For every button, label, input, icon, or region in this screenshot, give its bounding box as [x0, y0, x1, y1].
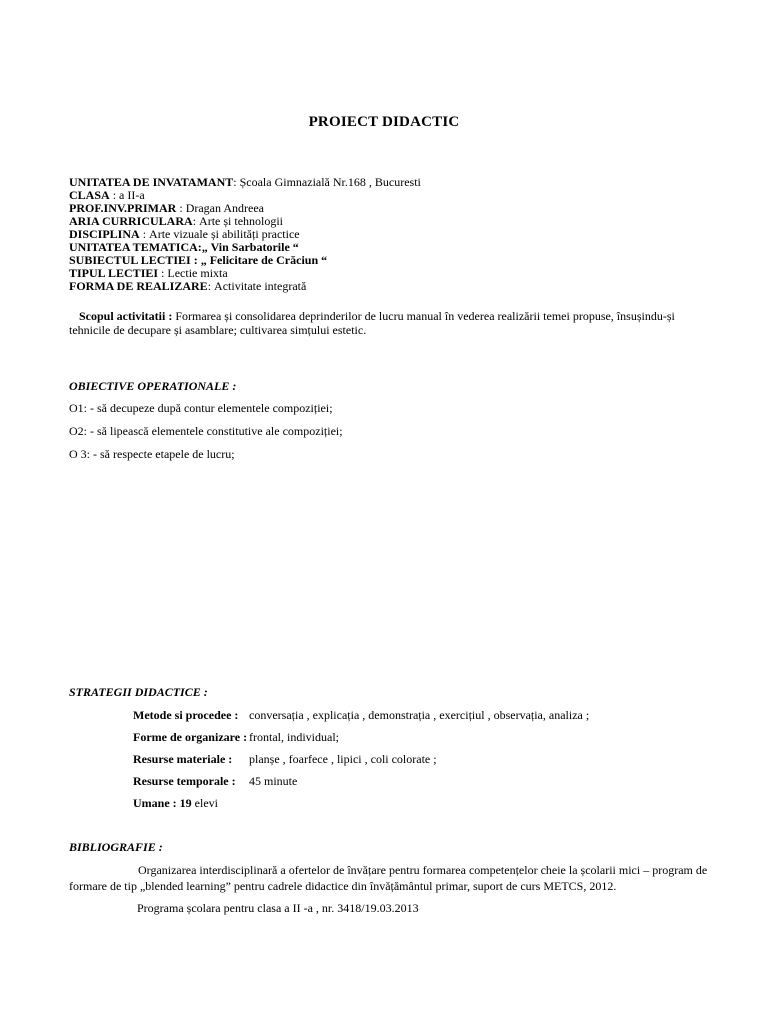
field-label: FORMA DE REALIZARE	[69, 279, 208, 293]
field-label: CLASA	[69, 188, 110, 202]
field-forma	[69, 280, 306, 293]
strategy-value: conversația , explicația , demonstrația , exercițiul , observația, analiza ;	[249, 708, 590, 722]
field-label: SUBIECTUL LECTIEI : „ Felicitare de Crăciun “	[69, 253, 328, 267]
field-value: a II-a	[119, 188, 145, 202]
field-separator: :	[192, 214, 200, 228]
field-separator: :	[176, 201, 186, 215]
strategy-label: Umane : 19	[133, 796, 192, 810]
bibliography-entry	[69, 862, 709, 894]
field-separator: :	[109, 188, 120, 202]
field-separator: :	[139, 227, 150, 241]
field-value: Activitate integrată	[214, 279, 307, 293]
field-value: Școala Gimnazială Nr.168 , Bucuresti	[239, 175, 421, 189]
strategy-value: 45 minute	[249, 774, 298, 788]
bibliography-heading: BIBLIOGRAFIE :	[69, 840, 163, 854]
field-label: DISCIPLINA	[69, 227, 140, 241]
strategy-value: planșe , foarfece , lipici , coli colorate ;	[249, 752, 437, 766]
strategies-heading: STRATEGII DIDACTICE :	[69, 685, 208, 699]
field-separator: :	[158, 266, 168, 280]
bibliography-entry: Programa școlara pentru clasa a II -a , nr. 3418/19.03.2013	[137, 901, 419, 915]
field-label: UNITATEA DE INVATAMANT	[69, 175, 234, 189]
scope-text: Formarea și consolidarea deprinderilor de lucru manual în vederea realizării temei propuse, însușindu-și tehnicile de decupare și asamblare; cultivarea simțului estetic.	[69, 309, 675, 337]
strategy-label: Resurse materiale :	[133, 752, 233, 766]
field-label: TIPUL LECTIEI	[69, 266, 159, 280]
field-label: PROF.INV.PRIMAR	[69, 201, 177, 215]
bibliography-entry-text: Organizarea interdisciplinară a ofertelor de învățare pentru formarea competențelor cheie la școlarii mici – program de formare de tip „blended learning” pentru cadrele didactice din învățământul primar, suport de curs METCS, 2012.	[69, 863, 708, 893]
strategy-item	[133, 796, 218, 811]
objective-item: O1: - să decupeze după contur elementele compoziției;	[69, 401, 333, 415]
strategy-value: elevi	[194, 796, 218, 810]
strategy-label: Metode si procedee :	[133, 708, 239, 722]
strategy-item	[133, 774, 297, 789]
activity-scope	[69, 309, 704, 337]
strategy-item	[133, 752, 437, 767]
field-separator: :	[233, 175, 240, 189]
field-value: Arte vizuale și abilități practice	[149, 227, 300, 241]
strategy-value: frontal, individual;	[249, 730, 339, 744]
field-separator: :	[207, 279, 215, 293]
field-value: Lectie mixta	[167, 266, 228, 280]
objective-item: O2: - să lipească elementele constitutive ale compoziției;	[69, 424, 343, 438]
strategy-label: Forme de organizare :	[133, 730, 248, 744]
field-value: Arte și tehnologii	[199, 214, 284, 228]
strategy-item	[133, 708, 589, 723]
strategy-label: Resurse temporale :	[133, 774, 236, 788]
field-label: UNITATEA TEMATICA:„ Vin Sarbatorile “	[69, 240, 299, 254]
objective-item: O 3: - să respecte etapele de lucru;	[69, 447, 235, 461]
field-label: ARIA CURRICULARA	[69, 214, 193, 228]
field-value: Dragan Andreea	[185, 201, 264, 215]
scope-label: Scopul activitatii :	[79, 309, 173, 323]
document-title: PROIECT DIDACTIC	[308, 114, 460, 130]
strategy-item	[133, 730, 339, 745]
objectives-heading: OBIECTIVE OPERATIONALE :	[69, 379, 237, 393]
